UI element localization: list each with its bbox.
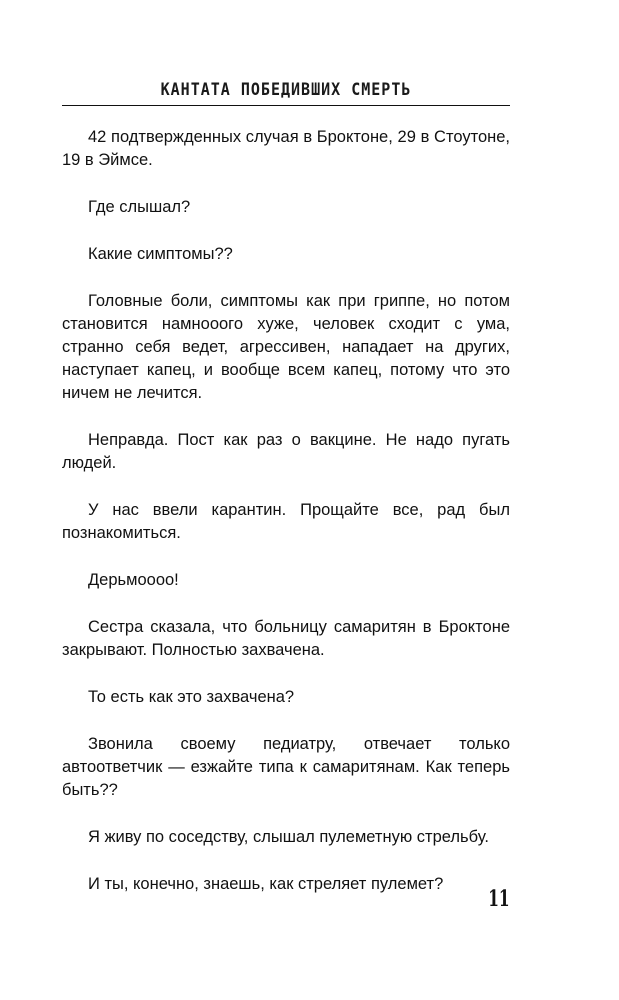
paragraph-9: То есть как это захвачена? [88,688,295,706]
page-body [62,126,510,920]
paragraph-8: Сестра сказала, что больницу самаритян в Броктоне закрывают. Полностью захвачена. [62,618,510,659]
paragraph-12: И ты, конечно, знаешь, как стреляет пулемет? [88,875,444,893]
paragraph-4: Головные боли, симптомы как при гриппе, но потом становится намнооого хуже, человек сходит с ума, странно себя ведет, агрессивен, нападает на других, наступает капец, и вообще всем капец, потому что это ничем не лечится. [62,292,510,402]
paragraph-10: Звонила своему педиатру, отвечает только автоответчик — езжайте типа к самаритянам. Как теперь быть?? [62,735,510,799]
paragraph-11: Я живу по соседству, слышал пулеметную стрельбу. [88,828,489,846]
running-head-title: КАНТАТА ПОБЕДИВШИХ СМЕРТЬ [160,78,412,100]
header-rule [62,105,510,106]
paragraph-5: Неправда. Пост как раз о вакцине. Не надо пугать людей. [62,431,510,472]
paragraph-3: Какие симптомы?? [88,245,233,263]
page-number: 11 [488,886,510,912]
paragraph-6: У нас ввели карантин. Прощайте все, рад был познакомиться. [62,501,510,542]
paragraph-7: Дерьмоооо! [88,571,179,589]
paragraph-1: 42 подтвержденных случая в Броктоне, 29 в Стоутоне, 19 в Эймсе. [62,128,510,169]
paragraph-2: Где слышал? [88,198,191,216]
